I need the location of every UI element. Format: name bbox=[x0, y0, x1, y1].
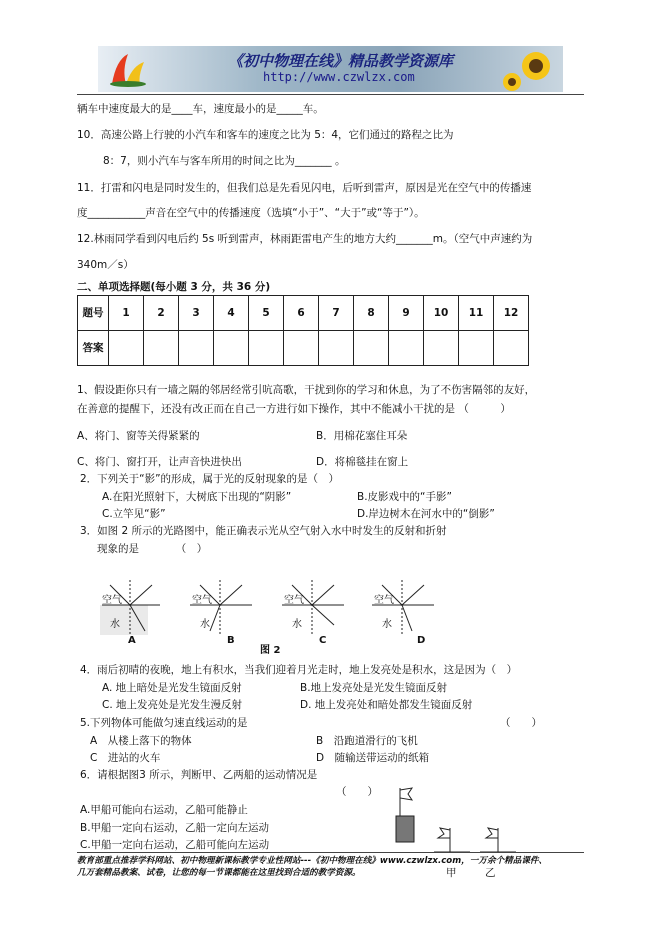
answer-cell[interactable] bbox=[249, 331, 284, 366]
table-cell-number: 5 bbox=[249, 296, 284, 331]
answer-cell[interactable] bbox=[494, 331, 529, 366]
header-divider bbox=[77, 94, 584, 95]
table-cell-number: 9 bbox=[389, 296, 424, 331]
answer-cell[interactable] bbox=[214, 331, 249, 366]
row-label-answer: 答案 bbox=[78, 331, 109, 366]
question-2-option-a: A.在阳光照射下，大树底下出现的“阴影” bbox=[102, 491, 292, 503]
answer-cell[interactable] bbox=[319, 331, 354, 366]
table-cell-number: 2 bbox=[144, 296, 179, 331]
row-label-number: 题号 bbox=[78, 296, 109, 331]
answer-table bbox=[77, 295, 529, 366]
figure-2-caption: 图 2 bbox=[260, 645, 281, 656]
question-2-option-c: C.立竿见“影” bbox=[102, 508, 166, 520]
question-3-stem-line2: 现象的是 （ ） bbox=[97, 543, 208, 555]
footer-line1: 教育部重点推荐学科网站、初中物理新课标教学专业性网站---《初中物理在线》www.czwlzx.com，一万余个精品课件、 bbox=[77, 856, 548, 866]
question-4-option-d: D. 地上发亮处和暗处都发生镜面反射 bbox=[300, 699, 473, 711]
figure-2 bbox=[100, 575, 450, 655]
question-11-line1: 11．打雷和闪电是同时发生的，但我们总是先看见闪电，后听到雷声，原因是光在空气中的传播速 bbox=[77, 182, 532, 194]
table-cell-number: 6 bbox=[284, 296, 319, 331]
question-4-option-c: C. 地上发亮处是光发生漫反射 bbox=[102, 699, 243, 711]
water-label-d: 水 bbox=[382, 619, 392, 630]
water-label-c: 水 bbox=[292, 619, 302, 630]
table-cell-number: 11 bbox=[459, 296, 494, 331]
table-cell-number: 12 bbox=[494, 296, 529, 331]
question-3-stem-line1: 3．如图 2 所示的光路图中，能正确表示光从空气射入水中时发生的反射和折射 bbox=[80, 525, 447, 537]
site-logo-icon bbox=[106, 50, 150, 88]
header-banner bbox=[98, 46, 563, 92]
answer-cell[interactable] bbox=[424, 331, 459, 366]
question-5-option-a: A 从楼上落下的物体 bbox=[90, 735, 192, 747]
footer-line2: 几万套精品教案、试卷，让您的每一节课都能在这里找到合适的教学资源。 bbox=[77, 868, 361, 878]
question-6-option-c: C.甲船一定向右运动，乙船可能向左运动 bbox=[80, 839, 270, 851]
question-1-stem-line2: 在善意的提醒下，还没有改正而在自己一方进行如下操作，其中不能减小干扰的是 （ ） bbox=[77, 403, 511, 415]
question-1-option-c: C、将门、窗打开，让声音快进快出 bbox=[77, 456, 242, 468]
question-2-option-b: B.皮影戏中的“手影” bbox=[357, 491, 452, 503]
question-4-option-a: A. 地上暗处是光发生镜面反射 bbox=[102, 682, 242, 694]
answer-cell[interactable] bbox=[354, 331, 389, 366]
question-1-stem-line1: 1、假设距你只有一墙之隔的邻居经常引吭高歌，干扰到你的学习和休息，为了不伤害隔邻的友好， bbox=[77, 384, 536, 396]
banner-title: 《初中物理在线》精品教学资源库 bbox=[228, 52, 454, 70]
table-cell-number: 7 bbox=[319, 296, 354, 331]
diagram-label-a: A bbox=[128, 635, 136, 646]
air-label-b: 空气 bbox=[192, 595, 212, 606]
question-5-answer-paren: （ ） bbox=[500, 717, 542, 729]
question-2-stem: 2．下列关于“影”的形成，属于光的反射现象的是（ ） bbox=[80, 473, 340, 485]
answer-cell[interactable] bbox=[144, 331, 179, 366]
answer-cell[interactable] bbox=[389, 331, 424, 366]
banner-url[interactable]: http://www.czwlzx.com bbox=[263, 70, 415, 84]
table-cell-number: 1 bbox=[109, 296, 144, 331]
table-cell-number: 3 bbox=[179, 296, 214, 331]
figure-3-boats bbox=[380, 786, 530, 858]
question-2-option-d: D.岸边树木在河水中的“倒影” bbox=[357, 508, 495, 520]
question-12-line2: 340m／s） bbox=[77, 259, 134, 271]
answer-cell[interactable] bbox=[459, 331, 494, 366]
question-4-option-b: B.地上发亮处是光发生镜面反射 bbox=[300, 682, 448, 694]
question-6-option-b: B.甲船一定向右运动，乙船一定向左运动 bbox=[80, 822, 270, 834]
answer-cell[interactable] bbox=[284, 331, 319, 366]
answer-cell[interactable] bbox=[179, 331, 214, 366]
question-11-line2: 度___________声音在空气中的传播速度（选填“小于”、“大于”或“等于”）。 bbox=[77, 207, 425, 219]
question-5-option-b: B 沿跑道滑行的飞机 bbox=[316, 735, 418, 747]
question-12-line1: 12.林雨同学看到闪电后约 5s 听到雷声，林雨距雷电产生的地方大约_______m。（空气中声速约为 bbox=[77, 233, 533, 245]
water-label-a: 水 bbox=[110, 619, 120, 630]
question-5-option-c: C 进站的火车 bbox=[90, 752, 161, 764]
section-2-heading: 二、单项选择题(每小题 3 分，共 36 分) bbox=[77, 281, 271, 293]
table-row-answers bbox=[78, 331, 529, 366]
table-cell-number: 10 bbox=[424, 296, 459, 331]
question-6-answer-paren: （ ） bbox=[336, 786, 378, 798]
boat-yi-label: 乙 bbox=[485, 867, 496, 879]
answer-cell[interactable] bbox=[109, 331, 144, 366]
table-cell-number: 4 bbox=[214, 296, 249, 331]
air-label-c: 空气 bbox=[284, 595, 304, 606]
sunflower-icon bbox=[496, 46, 563, 92]
question-1-option-a: A、将门、窗等关得紧紧的 bbox=[77, 430, 200, 442]
question-10-line1: 10．高速公路上行驶的小汽车和客车的速度之比为 5：4，它们通过的路程之比为 bbox=[77, 129, 454, 141]
table-cell-number: 8 bbox=[354, 296, 389, 331]
line-continued: 辆车中速度最大的是____车，速度最小的是_____车。 bbox=[77, 103, 324, 115]
question-1-option-d: D．将棉毯挂在窗上 bbox=[316, 456, 409, 468]
question-5-stem: 5.下列物体可能做匀速直线运动的是 bbox=[80, 717, 248, 729]
water-label-b: 水 bbox=[200, 619, 210, 630]
question-4-stem: 4．雨后初晴的夜晚，地上有积水，当我们迎着月光走时，地上发亮处是积水，这是因为（ ） bbox=[80, 664, 518, 676]
question-10-line2: 8：7，则小汽车与客车所用的时间之比为_______ 。 bbox=[103, 155, 346, 167]
air-label-d: 空气 bbox=[374, 595, 394, 606]
diagram-label-d: D bbox=[417, 635, 426, 646]
question-5-option-d: D 随输送带运动的纸箱 bbox=[316, 752, 430, 764]
air-label-a: 空气 bbox=[102, 595, 122, 606]
table-row-numbers bbox=[78, 296, 529, 331]
diagram-label-c: C bbox=[319, 635, 327, 646]
question-6-option-a: A.甲船可能向右运动，乙船可能静止 bbox=[80, 804, 248, 816]
question-6-stem: 6．请根据图3 所示，判断甲、乙两船的运动情况是 bbox=[80, 769, 318, 781]
footer-divider bbox=[77, 852, 584, 853]
diagram-label-b: B bbox=[227, 635, 235, 646]
boat-jia-label: 甲 bbox=[446, 867, 457, 879]
question-1-option-b: B．用棉花塞住耳朵 bbox=[316, 430, 408, 442]
